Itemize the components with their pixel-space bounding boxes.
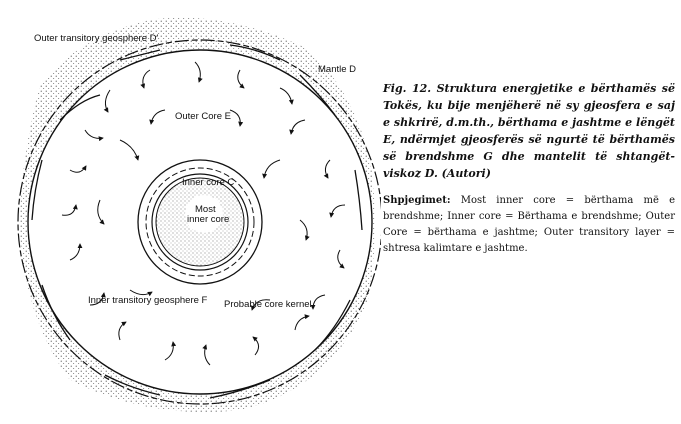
- caption-block: [383, 80, 675, 257]
- label-inner-core: Inner core C: [182, 177, 235, 188]
- label-most-inner-core-2: inner core: [187, 214, 230, 225]
- label-inner-transitory: Inner transitory geosphere F: [88, 295, 208, 306]
- label-outer-transitory: Outer transitory geosphere D': [34, 33, 159, 44]
- figure-caption: Fig. 12. Struktura energjetike e bërthamës së Tokës, ku bije menjëherë në sy gjeosfera e saj e shkrirë, d.m.th., bërthama e jashtme e lëngët E, ndërmjet gjeosferës së ngurtë të bërthamës së brendshme G dhe mantelit të shtangët-viskoz D. (Autori): [383, 82, 675, 180]
- label-probable-kernel: Probable core kernel: [224, 299, 312, 310]
- label-mantle: Mantle D: [318, 64, 357, 75]
- label-most-inner-core-1: Most: [195, 204, 216, 215]
- label-outer-core: Outer Core E: [175, 111, 231, 122]
- legend-heading: Shpjegimet:: [383, 195, 451, 206]
- legend-text: Most inner core = bërthama më e brendshme; Inner core = Bërthama e brendshme; Outer Core = bërthama e jashtme; Outer transitory layer = shtresa kalimtare e jashtme.: [383, 195, 675, 254]
- legend-paragraph: [383, 193, 675, 257]
